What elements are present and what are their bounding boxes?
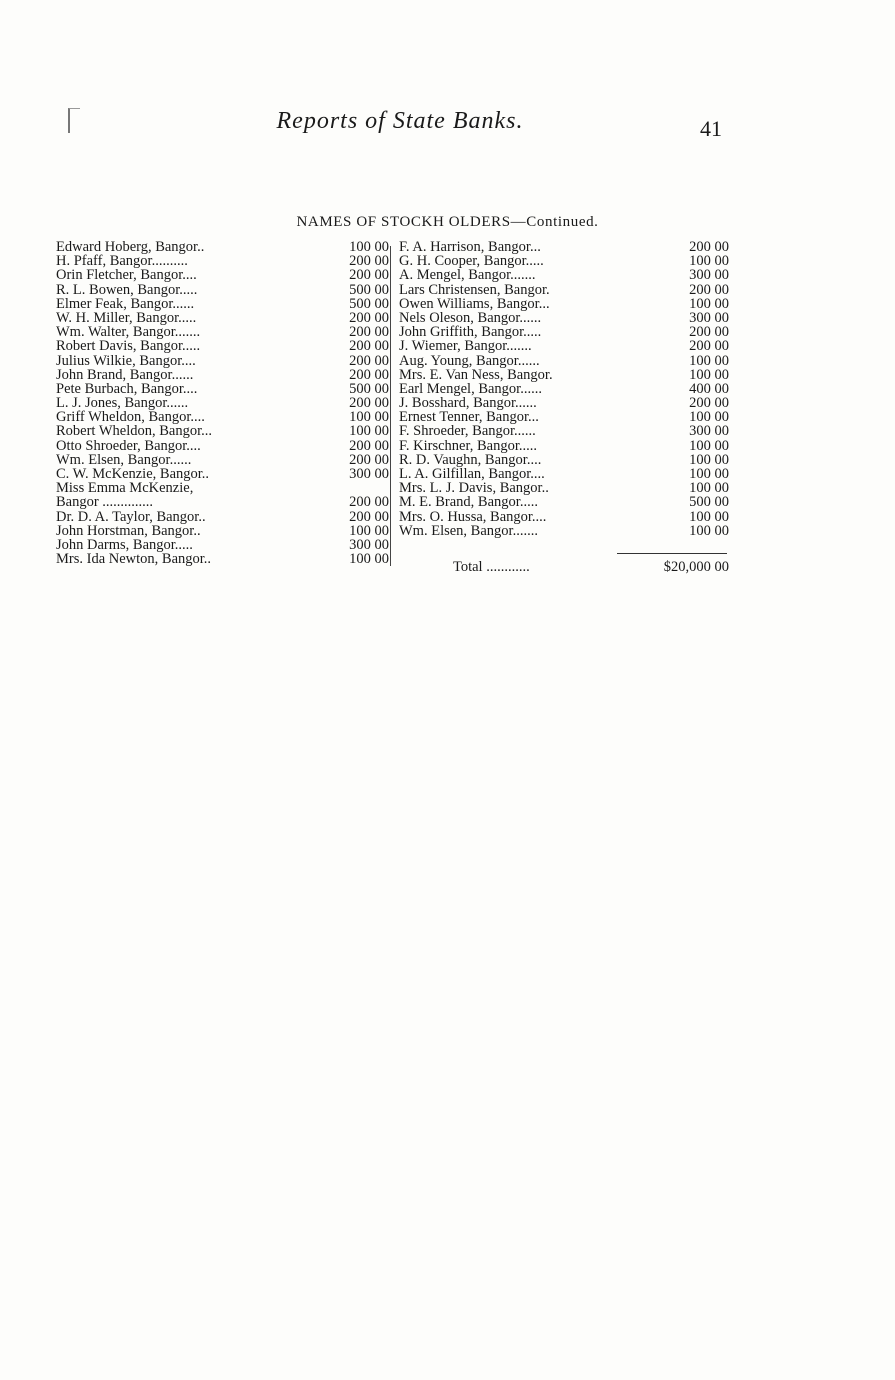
page-number: 41 [700, 116, 722, 141]
stockholder-name: G. H. Cooper, Bangor..... [399, 254, 544, 269]
stockholder-name: L. A. Gilfillan, Bangor.... [399, 467, 545, 482]
stockholder-amount: 200 00 [689, 395, 729, 412]
stockholder-name: John Darms, Bangor..... [56, 537, 193, 553]
total-row [399, 559, 729, 576]
column-divider [390, 246, 391, 566]
right-stockholder-column [399, 240, 729, 538]
stockholder-amount: 200 00 [349, 352, 389, 369]
stockholder-amount: 200 00 [349, 395, 389, 412]
stockholder-row [399, 396, 729, 410]
total-rule [617, 553, 727, 554]
stockholder-amount: 300 00 [689, 267, 729, 284]
stockholder-row [56, 439, 389, 453]
stockholder-name: Mrs. E. Van Ness, Bangor. [399, 367, 553, 382]
left-stockholder-column [56, 240, 389, 566]
stockholder-amount: 100 00 [349, 409, 389, 426]
stockholder-name: Bangor .............. [56, 495, 154, 510]
stockholder-name: F. Shroeder, Bangor...... [399, 424, 536, 439]
stockholder-row [56, 481, 389, 495]
stockholder-amount: 200 00 [689, 324, 729, 341]
stockholder-row [56, 297, 389, 311]
stockholder-name: Mrs. Ida Newton, Bangor.. [56, 552, 212, 567]
stockholder-amount: 100 00 [349, 551, 389, 568]
stockholder-row [399, 467, 729, 481]
stockholder-amount: 100 00 [349, 423, 389, 440]
stockholder-amount: 200 00 [349, 324, 389, 341]
stockholder-name: L. J. Jones, Bangor...... [56, 396, 189, 411]
stockholder-row [399, 524, 729, 538]
stockholder-name: Nels Oleson, Bangor...... [399, 310, 542, 326]
stockholder-row [56, 538, 389, 552]
stockholder-amount: 200 00 [689, 338, 729, 355]
stockholder-row [399, 495, 729, 509]
stockholder-name: Robert Wheldon, Bangor... [56, 424, 212, 439]
stockholder-amount: 500 00 [349, 281, 389, 298]
stockholder-name: John Brand, Bangor...... [56, 367, 194, 382]
stockholder-row [56, 524, 389, 538]
stockholder-row [56, 396, 389, 410]
stockholder-name: John Griffith, Bangor..... [399, 325, 542, 340]
stockholder-amount: 100 00 [349, 239, 389, 255]
stockholder-amount: 100 00 [349, 522, 389, 539]
stockholder-amount: 100 00 [689, 451, 729, 468]
stockholder-name: Wm. Elsen, Bangor....... [399, 523, 538, 538]
stockholder-row [399, 510, 729, 524]
stockholder-name: W. H. Miller, Bangor..... [56, 310, 197, 326]
stockholder-amount: 300 00 [349, 466, 389, 482]
stockholder-name: F. Kirschner, Bangor..... [399, 438, 538, 453]
stockholder-amount: 300 00 [349, 536, 389, 553]
stockholder-row [56, 467, 389, 481]
stockholder-amount: 200 00 [349, 366, 389, 383]
running-header-title: Reports of State Banks. [276, 108, 524, 134]
total-amount: $20,000 00 [663, 559, 729, 575]
stockholder-name: Earl Mengel, Bangor...... [399, 381, 542, 397]
stockholder-name: R. D. Vaughn, Bangor.... [399, 452, 542, 468]
stockholder-amount: 200 00 [349, 451, 389, 468]
stockholder-row [399, 268, 729, 282]
stockholder-amount: 200 00 [349, 437, 389, 454]
stockholder-row [56, 268, 389, 282]
stockholder-row [399, 254, 729, 268]
stockholder-row [399, 368, 729, 382]
stockholder-name: Robert Davis, Bangor..... [56, 339, 201, 354]
stockholder-name: Miss Emma McKenzie, [56, 481, 194, 496]
stockholder-amount: 100 00 [689, 409, 729, 426]
stockholder-row [399, 311, 729, 325]
stockholder-row [56, 240, 389, 254]
stockholder-name: Pete Burbach, Bangor.... [56, 381, 198, 397]
stockholder-amount: 200 00 [349, 338, 389, 355]
stockholder-name: C. W. McKenzie, Bangor.. [56, 467, 210, 482]
stockholder-amount: 300 00 [689, 309, 729, 326]
stockholder-amount: 100 00 [689, 437, 729, 454]
stockholder-name: J. Wiemer, Bangor....... [399, 339, 532, 354]
stockholder-amount: 200 00 [689, 239, 729, 255]
stockholder-row [56, 424, 389, 438]
stockholder-amount: 100 00 [689, 253, 729, 270]
stockholder-name: Aug. Young, Bangor...... [399, 353, 540, 368]
stockholder-row [56, 354, 389, 368]
stockholder-row [56, 368, 389, 382]
stockholder-row [56, 552, 389, 566]
stockholder-row [399, 410, 729, 424]
stockholder-name: Edward Hoberg, Bangor.. [56, 240, 205, 255]
stockholder-name: Wm. Elsen, Bangor...... [56, 452, 192, 468]
stockholder-row [56, 495, 389, 509]
stockholder-row [56, 254, 389, 268]
stockholder-name: A. Mengel, Bangor....... [399, 268, 536, 283]
total-label: Total ............ [453, 559, 530, 575]
stockholder-amount: 100 00 [689, 522, 729, 539]
stockholder-name: Owen Williams, Bangor... [399, 296, 550, 311]
stockholder-name: Lars Christensen, Bangor. [399, 282, 550, 297]
stockholder-row [399, 339, 729, 353]
stockholder-amount: 500 00 [689, 494, 729, 511]
stockholder-row [56, 410, 389, 424]
stockholder-name: R. L. Bowen, Bangor..... [56, 282, 198, 297]
stockholder-row [399, 439, 729, 453]
stockholder-amount: 100 00 [689, 352, 729, 369]
stockholder-row [56, 283, 389, 297]
stockholder-amount: 200 00 [689, 281, 729, 298]
stockholder-name: Orin Fletcher, Bangor.... [56, 268, 197, 283]
stockholder-row [399, 283, 729, 297]
section-heading: NAMES OF STOCKH OLDERS—Continued. [296, 214, 599, 230]
stockholder-row [399, 354, 729, 368]
stockholder-name: M. E. Brand, Bangor..... [399, 495, 538, 510]
stockholder-name: Griff Wheldon, Bangor.... [56, 410, 205, 425]
stockholder-name: Elmer Feak, Bangor...... [56, 296, 195, 311]
stockholder-amount: 500 00 [349, 295, 389, 312]
stockholder-name: John Horstman, Bangor.. [56, 523, 201, 538]
stockholder-amount: 100 00 [689, 466, 729, 482]
stockholder-row [399, 382, 729, 396]
stockholder-row [56, 382, 389, 396]
stockholder-amount: 100 00 [689, 508, 729, 525]
stockholder-row [399, 453, 729, 467]
stockholder-amount: 200 00 [349, 253, 389, 270]
stockholder-row [399, 240, 729, 254]
stockholder-amount: 100 00 [689, 295, 729, 312]
stockholder-name: J. Bosshard, Bangor...... [399, 396, 537, 411]
stockholder-row [399, 325, 729, 339]
stockholder-name: Otto Shroeder, Bangor.... [56, 438, 201, 453]
stockholder-row [399, 297, 729, 311]
stockholder-amount: 400 00 [689, 380, 729, 397]
stockholder-name: Mrs. O. Hussa, Bangor.... [399, 509, 547, 524]
stockholder-amount: 200 00 [349, 494, 389, 511]
stockholder-row [56, 325, 389, 339]
stockholder-amount: 500 00 [349, 380, 389, 397]
stockholder-amount: 200 00 [349, 508, 389, 525]
stockholder-name: F. A. Harrison, Bangor... [399, 240, 541, 255]
stockholder-row [56, 453, 389, 467]
stockholder-row [56, 510, 389, 524]
stockholder-row [56, 311, 389, 325]
stockholder-amount: 200 00 [349, 309, 389, 326]
stockholder-row [56, 339, 389, 353]
stockholder-amount: 100 00 [689, 366, 729, 383]
stockholder-name: Ernest Tenner, Bangor... [399, 410, 539, 425]
stockholder-row [399, 481, 729, 495]
stockholder-row [399, 424, 729, 438]
stockholder-name: Mrs. L. J. Davis, Bangor.. [399, 481, 549, 496]
stockholder-amount: 200 00 [349, 267, 389, 284]
stockholder-name: Wm. Walter, Bangor....... [56, 325, 201, 340]
stockholder-name: Julius Wilkie, Bangor.... [56, 353, 196, 368]
stockholder-name: H. Pfaff, Bangor.......... [56, 254, 188, 269]
stockholder-amount: 100 00 [689, 480, 729, 497]
stockholder-name: Dr. D. A. Taylor, Bangor.. [56, 509, 206, 524]
stockholder-amount: 300 00 [689, 423, 729, 440]
